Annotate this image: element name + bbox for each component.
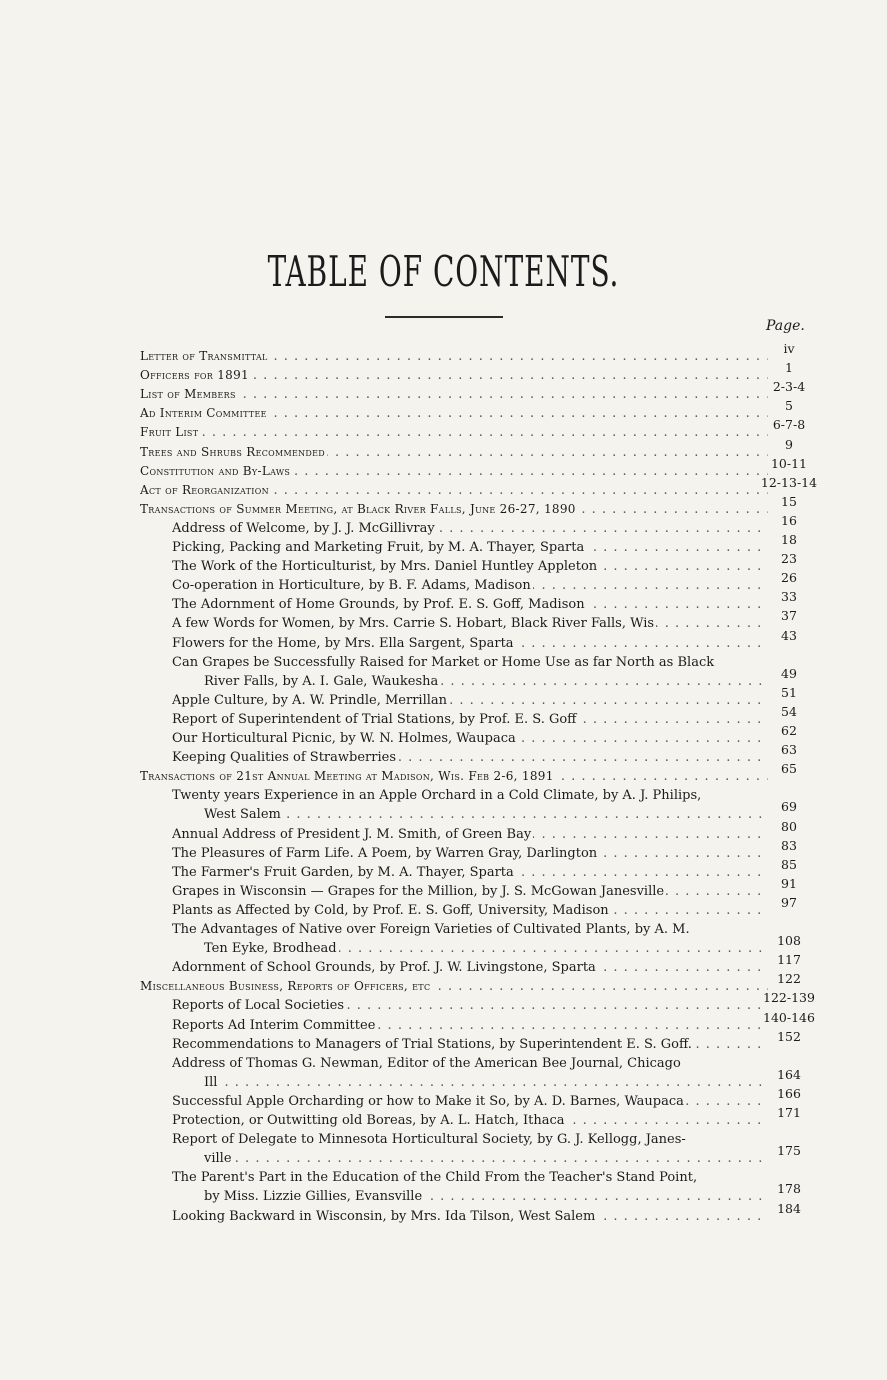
toc-entry bbox=[172, 692, 768, 709]
toc-entry-title: Protection, or Outwitting old Boreas, by A. L. Hatch, Ithaca bbox=[172, 1113, 565, 1128]
toc-entry-title: Reports of Local Societies bbox=[172, 998, 345, 1014]
toc-entry-title: Address of Thomas G. Newman, Editor of the American Bee Journal, Chicago bbox=[172, 1055, 681, 1071]
toc-entry-page: 85 bbox=[781, 856, 797, 872]
toc-entry bbox=[172, 1169, 768, 1186]
toc-entry-title: Report of Delegate to Minnesota Horticultural Society, by G. J. Kellogg, Janes- bbox=[172, 1132, 686, 1148]
toc-entry-page: 69 bbox=[781, 799, 797, 815]
toc-entry bbox=[172, 1112, 768, 1129]
toc-entry bbox=[140, 424, 768, 441]
toc-entry-title: Keeping Qualities of Strawberries bbox=[172, 750, 396, 766]
toc-entry-page: 2-3-4 bbox=[772, 379, 806, 395]
toc-entry-title: Act of Reorganization bbox=[140, 482, 269, 497]
toc-entry bbox=[140, 405, 768, 422]
toc-entry bbox=[172, 730, 768, 747]
toc-entry bbox=[172, 711, 768, 728]
toc-entry-title: Looking Backward in Wisconsin, by Mrs. Ida Tilson, West Salem bbox=[172, 1208, 596, 1224]
toc-entry-title: Picking, Packing and Marketing Fruit, by M. A. Thayer, Sparta bbox=[172, 540, 585, 555]
toc-entry-page: 10-11 bbox=[770, 455, 808, 471]
toc-entry-title: Miscellaneous Business, Reports of Officers, etc bbox=[140, 979, 431, 994]
toc-entry-title: Fruit List bbox=[140, 425, 199, 440]
toc-entry-page: 171 bbox=[777, 1105, 801, 1120]
toc-entry-page: 152 bbox=[777, 1028, 801, 1044]
toc-entry bbox=[172, 902, 768, 919]
toc-entry bbox=[172, 520, 768, 537]
toc-entry-title: Twenty years Experience in an Apple Orchard in a Cold Climate, by A. J. Philips, bbox=[172, 788, 702, 804]
toc-entry-title: Annual Address of President J. M. Smith, of Green Bay bbox=[172, 826, 532, 842]
toc-entry-page: 91 bbox=[781, 875, 797, 891]
toc-entry bbox=[140, 501, 768, 518]
toc-entry-page: 166 bbox=[777, 1085, 801, 1101]
toc-entry bbox=[172, 997, 768, 1014]
toc-entry-page: 15 bbox=[781, 493, 797, 509]
toc-entry-title: Plants as Affected by Cold, by Prof. E. S. Goff, University, Madison bbox=[172, 902, 609, 918]
toc-entry-title: Recommendations to Managers of Trial Stations, by Superintendent E. S. Goff. bbox=[172, 1036, 692, 1052]
page-title: TABLE OF CONTENTS. bbox=[267, 248, 620, 297]
toc-entry-title: Ad Interim Committee bbox=[140, 406, 267, 421]
toc-entry bbox=[140, 482, 768, 499]
toc-entry-title: River Falls, by A. I. Gale, Waukesha bbox=[204, 673, 439, 689]
toc-entry-page: 178 bbox=[777, 1181, 801, 1197]
toc-entry bbox=[172, 1017, 768, 1034]
toc-entry-title: Co-operation in Horticulture, by B. F. Adams, Madison bbox=[172, 578, 531, 594]
toc-entry bbox=[172, 1208, 768, 1225]
toc-entry bbox=[140, 348, 768, 365]
toc-entry-title: The Pleasures of Farm Life. A Poem, by Warren Gray, Darlington bbox=[172, 845, 598, 861]
toc-entry bbox=[172, 1093, 768, 1110]
toc-entry-page: 51 bbox=[781, 684, 797, 700]
toc-entry-title: A few Words for Women, by Mrs. Carrie S. Hobart, Black River Falls, Wis bbox=[172, 616, 655, 632]
toc-entry-title: Adornment of School Grounds, by Prof. J. W. Livingstone, Sparta bbox=[172, 960, 596, 976]
toc-entry-page: 16 bbox=[781, 512, 797, 528]
toc-entry-title: Grapes in Wisconsin — Grapes for the Million, by J. S. McGowan Janesville bbox=[172, 883, 665, 899]
toc-entry bbox=[172, 539, 768, 556]
toc-entry-page: 97 bbox=[781, 894, 797, 910]
toc-entry-title: Reports Ad Interim Committee bbox=[172, 1017, 376, 1033]
toc-entry-page: 6-7-8 bbox=[772, 417, 806, 433]
toc-entry-page: 1 bbox=[785, 360, 793, 376]
toc-entry bbox=[204, 1074, 768, 1091]
toc-entry-title: The Work of the Horticulturist, by Mrs. Daniel Huntley Appleton bbox=[172, 559, 598, 575]
toc-entry-title: Constitution and By-Laws bbox=[140, 463, 291, 478]
toc-entry-page: 33 bbox=[781, 589, 797, 605]
page-column-header: Page. bbox=[766, 318, 805, 334]
toc-entry-title: List of Members bbox=[140, 387, 236, 402]
toc-entry-page: 122 bbox=[777, 971, 801, 987]
toc-entry bbox=[172, 845, 768, 862]
toc-entry bbox=[172, 787, 768, 804]
toc-entry bbox=[204, 673, 768, 690]
toc-entry-title: Successful Apple Orcharding or how to Make it So, by A. D. Barnes, Waupaca bbox=[172, 1093, 684, 1109]
toc-entry-title: Officers for 1891 bbox=[140, 368, 249, 383]
toc-entry bbox=[140, 444, 768, 461]
toc-entry bbox=[204, 806, 768, 823]
toc-entry-page: 5 bbox=[785, 398, 793, 414]
toc-entry-page: 80 bbox=[781, 818, 797, 834]
title-rule bbox=[385, 316, 503, 318]
toc-entry bbox=[140, 978, 768, 995]
toc-entry-page: 23 bbox=[781, 551, 797, 567]
toc-entry-title: ville bbox=[204, 1151, 232, 1167]
toc-entry bbox=[172, 1131, 768, 1148]
toc-entry-page: 175 bbox=[777, 1143, 801, 1159]
toc-entry-title: Our Horticultural Picnic, by W. N. Holmes, Waupaca bbox=[172, 731, 516, 746]
toc-entry-page: 12-13-14 bbox=[760, 474, 818, 490]
toc-entry-title: The Advantages of Native over Foreign Varieties of Cultivated Plants, by A. M. bbox=[172, 922, 690, 937]
toc-entry-title: Letter of Transmittal bbox=[140, 349, 268, 363]
toc-entry-page: 43 bbox=[781, 627, 797, 643]
toc-entry-page: 37 bbox=[781, 608, 797, 624]
toc-entry-page: 18 bbox=[781, 532, 797, 547]
toc-entry-page: 164 bbox=[777, 1066, 801, 1082]
toc-entry bbox=[172, 635, 768, 652]
toc-entry-title: Trees and Shrubs Recommended bbox=[140, 444, 325, 459]
toc-entry bbox=[172, 883, 768, 900]
toc-entry bbox=[140, 367, 768, 384]
toc-entry-page: iv bbox=[783, 341, 795, 356]
toc-entry-title: Report of Superintendent of Trial Stations, by Prof. E. S. Goff bbox=[172, 711, 577, 727]
toc-entry bbox=[172, 596, 768, 613]
toc-entry-page: 122-139 bbox=[763, 990, 815, 1006]
toc-entry bbox=[172, 1055, 768, 1072]
toc-entry bbox=[172, 615, 768, 632]
toc-entry-title: Address of Welcome, by J. J. McGillivray bbox=[172, 520, 435, 536]
toc-entry bbox=[140, 386, 768, 403]
toc-entry bbox=[172, 654, 768, 671]
toc-entry-page: 65 bbox=[781, 761, 797, 777]
toc-entry bbox=[204, 1150, 768, 1167]
toc-entry bbox=[140, 768, 768, 785]
toc-entry-title: Transactions of Summer Meeting, at Black River Falls, June 26-27, 1890 bbox=[140, 501, 576, 516]
toc-entry-title: West Salem bbox=[204, 807, 281, 823]
toc-entry-title: Apple Culture, by A. W. Prindle, Merrillan bbox=[172, 692, 448, 708]
toc-entry-title: Ten Eyke, Brodhead bbox=[204, 941, 337, 957]
toc-entry-page: 9 bbox=[785, 436, 793, 452]
toc-entry bbox=[172, 959, 768, 976]
toc-entry bbox=[172, 826, 768, 843]
toc-entry-page: 49 bbox=[781, 665, 797, 681]
toc-entry bbox=[172, 577, 768, 594]
toc-entry-title: The Farmer's Fruit Garden, by M. A. Thayer, Sparta bbox=[172, 864, 514, 880]
toc-entry-title: Flowers for the Home, by Mrs. Ella Sargent, Sparta bbox=[172, 635, 514, 651]
toc-entry-page: 54 bbox=[781, 703, 797, 719]
toc-entry-page: 184 bbox=[777, 1200, 801, 1216]
toc-entry bbox=[140, 463, 768, 480]
toc-entry bbox=[172, 864, 768, 881]
toc-entry bbox=[204, 940, 768, 957]
toc-entry-page: 108 bbox=[777, 933, 801, 949]
toc-entry-page: 83 bbox=[781, 837, 797, 853]
toc-entry-page: 140-146 bbox=[763, 1009, 815, 1025]
toc-entry-title: The Parent's Part in the Education of the Child From the Teacher's Stand Point, bbox=[172, 1170, 698, 1186]
toc-entry-title: Ill bbox=[204, 1074, 218, 1090]
toc-entry-page: 26 bbox=[781, 570, 797, 586]
toc-entry-page: 62 bbox=[781, 723, 797, 738]
toc-entry-title: Transactions of 21st Annual Meeting at Madison, Wis. Feb 2-6, 1891 bbox=[140, 769, 554, 784]
toc-entry-page: 117 bbox=[777, 952, 801, 968]
toc-entry bbox=[172, 1036, 768, 1053]
toc-entry-title: Can Grapes be Successfully Raised for Market or Home Use as far North as Black bbox=[172, 654, 715, 670]
toc-entry-title: by Miss. Lizzie Gillies, Evansville bbox=[204, 1189, 423, 1205]
toc-entry bbox=[172, 558, 768, 575]
toc-entry bbox=[172, 749, 768, 766]
toc-entry bbox=[172, 921, 768, 938]
toc-entry bbox=[204, 1188, 768, 1205]
toc-entry-title: The Adornment of Home Grounds, by Prof. E. S. Goff, Madison bbox=[172, 597, 585, 613]
toc-entry-page: 63 bbox=[781, 742, 797, 758]
